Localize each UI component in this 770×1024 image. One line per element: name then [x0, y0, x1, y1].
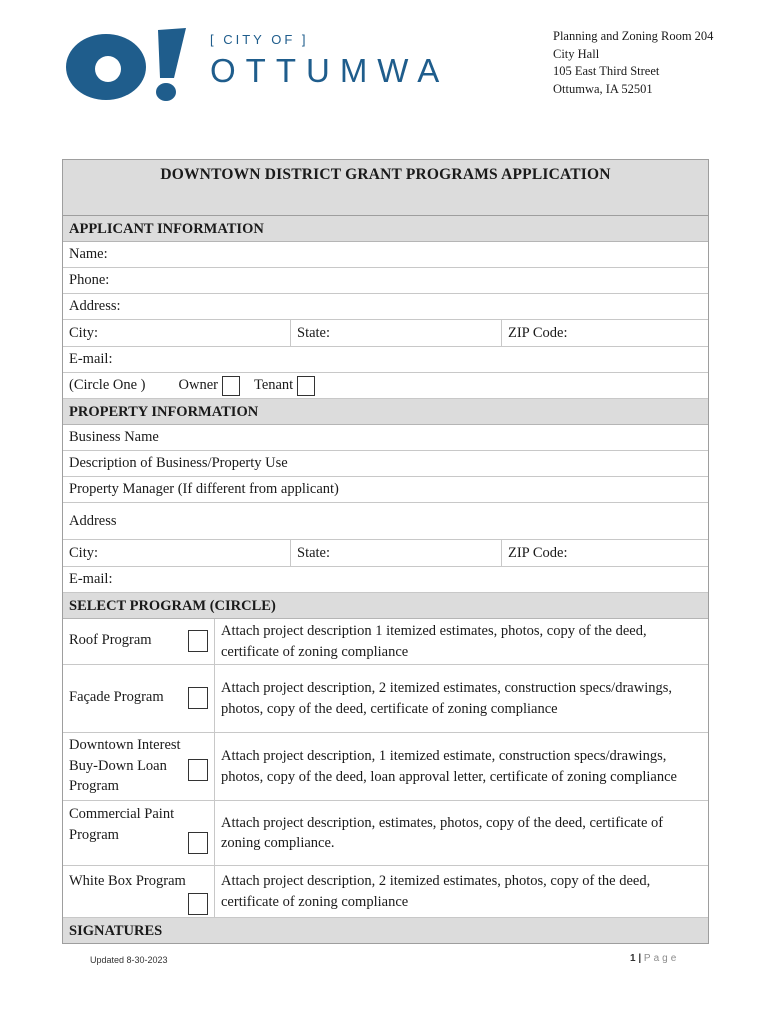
field-label: Description of Business/Property Use [69, 455, 288, 471]
field-label: Property Manager (If different from applicant) [69, 481, 339, 497]
address-line: City Hall [553, 46, 600, 61]
property-manager-field[interactable] [63, 477, 708, 503]
page-indicator [630, 953, 679, 964]
white-box-checkbox[interactable] [188, 893, 208, 915]
program-row-interest-buy-down [63, 733, 708, 801]
applicant-address-field[interactable] [63, 294, 708, 320]
facade-program-checkbox[interactable] [188, 687, 208, 709]
field-label: ZIP Code: [508, 324, 568, 341]
program-row-white-box [63, 866, 708, 918]
program-requirements: Attach project description, estimates, photos, copy of the deed, certificate of zoning compliance. [221, 814, 664, 851]
address-line: Planning and Zoning Room 204 [553, 29, 714, 43]
applicant-city-field[interactable] [63, 320, 291, 346]
property-email-field[interactable] [63, 567, 708, 593]
field-label: E-mail: [69, 571, 113, 587]
section-property-information: PROPERTY INFORMATION [63, 399, 708, 425]
applicant-state-field[interactable] [291, 320, 502, 346]
roof-program-checkbox[interactable] [188, 630, 208, 652]
program-requirements: Attach project description 1 itemized estimates, photos, copy of the deed, certificate of zoning compliance [221, 623, 647, 660]
program-name: Commercial Paint Program [69, 806, 175, 843]
property-address-field[interactable] [63, 503, 708, 540]
interest-buy-down-checkbox[interactable] [188, 759, 208, 781]
owner-checkbox[interactable] [222, 376, 240, 396]
program-row-facade [63, 665, 708, 733]
program-name: Roof Program [69, 632, 152, 648]
page-label: Page [643, 953, 680, 964]
ottumwa-o-logo-icon [62, 26, 192, 104]
circle-one-label: (Circle One ) [69, 377, 146, 393]
applicant-name-field[interactable] [63, 242, 708, 268]
program-name-cell [63, 665, 215, 732]
program-name-cell [63, 866, 215, 917]
field-label: City: [69, 324, 99, 341]
field-label: State: [297, 324, 331, 341]
section-select-program: SELECT PROGRAM (CIRCLE) [63, 593, 708, 619]
program-requirements: Attach project description, 2 itemized estimates, construction specs/drawings, photos, copy of the deed, certificate of zoning compliance [221, 680, 672, 717]
address-line: 105 East Third Street [553, 64, 660, 78]
owner-label: Owner [178, 377, 218, 393]
tenant-label: Tenant [253, 377, 294, 393]
program-row-roof [63, 619, 708, 665]
field-label: Business Name [69, 429, 159, 445]
field-label: ZIP Code: [508, 544, 568, 561]
section-signatures: SIGNATURES [63, 918, 708, 944]
property-city-state-zip-row [63, 540, 708, 567]
program-name: White Box Program [69, 873, 186, 889]
updated-date: Updated 8-30-2023 [90, 955, 168, 965]
field-label: Name: [69, 246, 108, 262]
applicant-zip-field[interactable] [502, 320, 708, 346]
field-label: E-mail: [69, 351, 113, 367]
applicant-city-state-zip-row [63, 320, 708, 347]
business-description-field[interactable] [63, 451, 708, 477]
page-separator: | [635, 953, 644, 964]
business-name-field[interactable] [63, 425, 708, 451]
applicant-phone-field[interactable] [63, 268, 708, 294]
field-label: Phone: [69, 272, 110, 288]
property-zip-field[interactable] [502, 540, 708, 566]
address-line: Ottumwa, IA 52501 [553, 81, 653, 96]
section-applicant-information: APPLICANT INFORMATION [63, 216, 708, 242]
logo-city-of: [ CITY OF ] [210, 32, 309, 47]
program-row-commercial-paint [63, 801, 708, 866]
applicant-email-field[interactable] [63, 347, 708, 373]
program-name-cell [63, 801, 215, 865]
tenant-checkbox[interactable] [297, 376, 315, 396]
field-label: City: [69, 544, 99, 561]
office-address [553, 28, 713, 98]
property-state-field[interactable] [291, 540, 502, 566]
program-name: Façade Program [69, 689, 164, 705]
field-label: Address [69, 512, 117, 529]
field-label: Address: [69, 298, 121, 314]
grant-application-form [62, 159, 709, 944]
program-name: Downtown Interest Buy-Down Loan Program [69, 737, 181, 794]
logo-ottumwa: OTTUMWA [210, 52, 450, 89]
program-requirements: Attach project description, 2 itemized estimates, photos, copy of the deed, certificate of zoning compliance [221, 873, 651, 910]
form-title: DOWNTOWN DISTRICT GRANT PROGRAMS APPLICATION [63, 160, 708, 216]
field-label: State: [297, 544, 331, 561]
property-city-field[interactable] [63, 540, 291, 566]
owner-tenant-row [63, 373, 708, 399]
program-name-cell [63, 733, 215, 800]
city-logo [62, 26, 462, 106]
program-requirements: Attach project description, 1 itemized estimate, construction specs/drawings, photos, copy of the deed, loan approval letter, certificate of zoning compliance [221, 748, 677, 785]
page-number: 1 [630, 953, 636, 964]
commercial-paint-checkbox[interactable] [188, 832, 208, 854]
program-name-cell [63, 619, 215, 664]
